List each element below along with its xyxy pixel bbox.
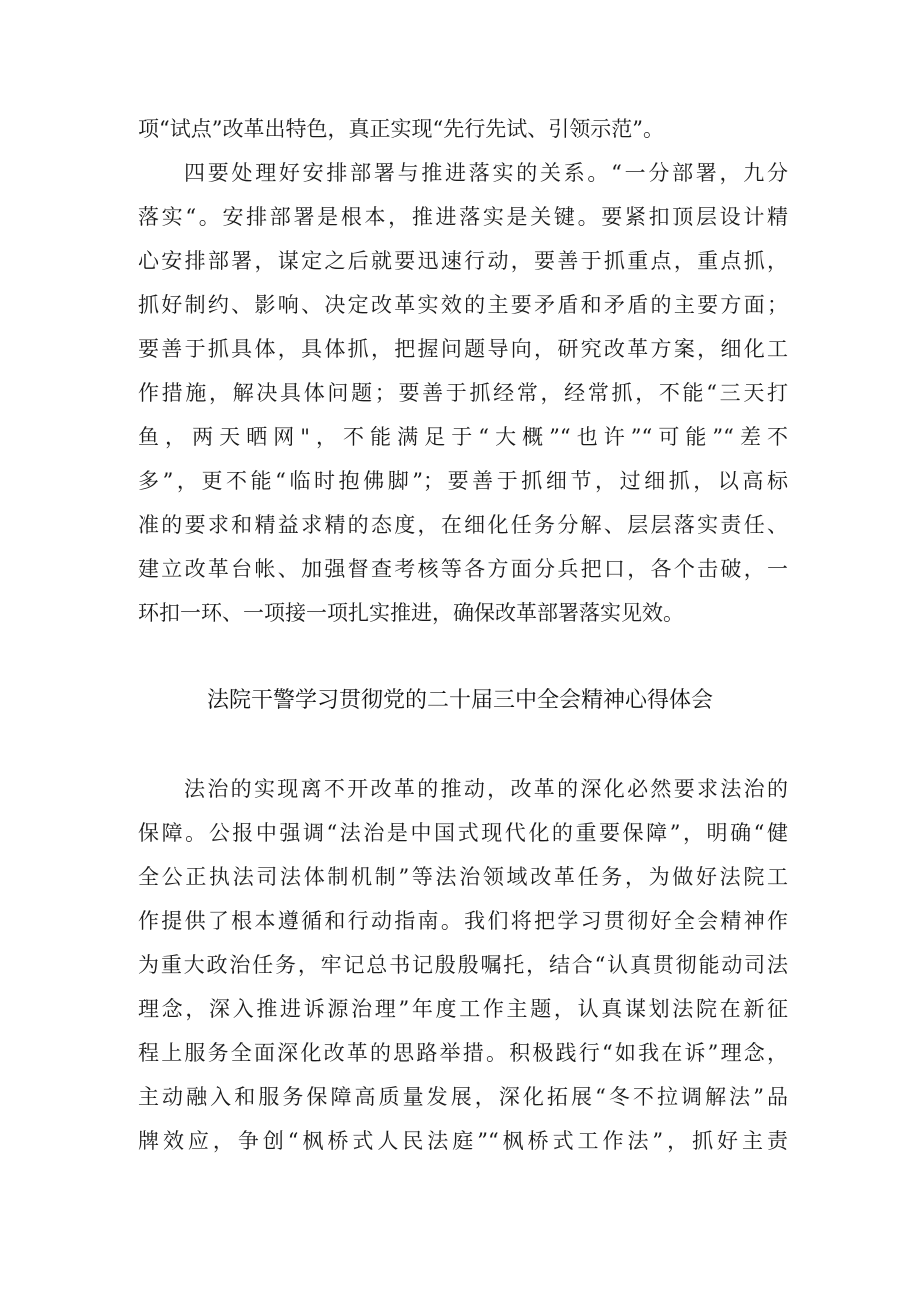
paragraph-line: 项“试点”改革出特色，真正实现“先行先试、引领示范”。 [138, 117, 664, 141]
paragraph-line: 要善于抓具体，具体抓，把握问题导向，研究改革方案，细化工 [138, 337, 788, 361]
paragraph-line: 牌效应，争创“枫桥式人民法庭”“枫桥式工作法”，抓好主责 [138, 1129, 788, 1153]
paragraph-line: 程上服务全面深化改革的思路举措。积极践行“如我在诉”理念， [138, 1041, 788, 1065]
paragraph-line: 四要处理好安排部署与推进落实的关系。“一分部署，九分 [184, 161, 788, 185]
paragraph-line: 保障。公报中强调“法治是中国式现代化的重要保障”，明确“健 [138, 821, 788, 845]
paragraph-line: 法治的实现离不开改革的推动，改革的深化必然要求法治的 [184, 777, 788, 801]
paragraph-line: 准的要求和精益求精的态度，在细化任务分解、层层落实责任、 [138, 513, 788, 537]
paragraph-line: 抓好制约、影响、决定改革实效的主要矛盾和矛盾的主要方面； [138, 293, 788, 317]
paragraph-line: 全公正执法司法体制机制”等法治领域改革任务，为做好法院工 [138, 865, 788, 889]
paragraph-line: 理念，深入推进诉源治理”年度工作主题，认真谋划法院在新征 [138, 997, 788, 1021]
paragraph-line: 作措施，解决具体问题；要善于抓经常，经常抓，不能“三天打 [138, 381, 788, 405]
paragraph-line: 主动融入和服务保障高质量发展，深化拓展“冬不拉调解法”品 [138, 1085, 788, 1109]
paragraph-line: 心安排部署，谋定之后就要迅速行动，要善于抓重点，重点抓， [138, 249, 788, 273]
article-heading: 法院干警学习贯彻党的二十届三中全会精神心得体会 [206, 688, 713, 713]
paragraph-line: 鱼，两天晒网"，不能满足于“大概”“也许”“可能”“差不 [138, 425, 788, 449]
paragraph-line: 建立改革台帐、加强督查考核等各方面分兵把口，各个击破，一 [138, 557, 788, 581]
paragraph-line: 多”，更不能“临时抱佛脚”；要善于抓细节，过细抓，以高标 [138, 469, 788, 493]
paragraph-line: 作提供了根本遵循和行动指南。我们将把学习贯彻好全会精神作 [138, 909, 788, 933]
paragraph-line: 环扣一环、一项接一项扎实推进，确保改革部署落实见效。 [138, 601, 684, 625]
paragraph-line: 为重大政治任务，牢记总书记殷殷嘱托，结合“认真贯彻能动司法 [138, 953, 788, 977]
paragraph-line: 落实“。安排部署是根本，推进落实是关键。要紧扣顶层设计精 [138, 205, 788, 229]
